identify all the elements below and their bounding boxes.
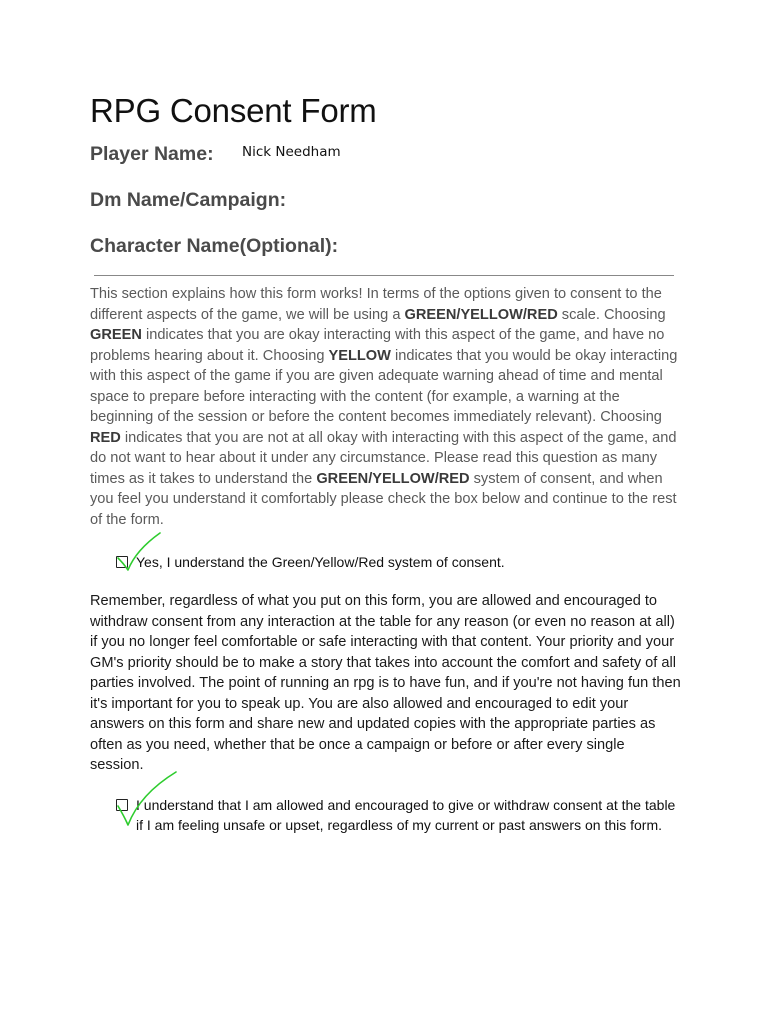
dm-campaign-label: Dm Name/Campaign:: [90, 189, 287, 211]
understand-system-label: Yes, I understand the Green/Yellow/Red system of consent.: [136, 554, 505, 570]
section-divider: [94, 275, 674, 276]
player-name-value[interactable]: Nick Needham: [242, 144, 341, 160]
withdraw-consent-checkbox[interactable]: [116, 799, 128, 811]
reminder-paragraph: Remember, regardless of what you put on this form, you are allowed and encouraged to withdraw consent from any interaction at the table for any reason (or even no reason at all) if you no longer feel comfortable or safe interacting with that content. Your priority and your GM's priority should be to make a story that takes into account the comfort and safety of all parties involved. The point of running an rpg is to have fun, and if you're not having fun then it's important for you to speak up. You are also allowed and encouraged to edit your answers on this form and share new and updated copies with the appropriate parties as often as you need, whether that be once a campaign or before or after every single session.: [90, 593, 681, 773]
intro-paragraph: This section explains how this form works! In terms of the options given to consent to the different aspects of the game, we will be using a GREEN/YELLOW/RED scale. Choosing GREEN indicates that you are okay interacting with this aspect of the game, and have no problems hearing about it. Choosing YELLOW indicates that you would be okay interacting with this aspect of the game if you are given adequate warning ahead of time and mental space to prepare before interacting with the content (for example, a warning at the beginning of the session or before the content becomes immediately relevant). Choosing RED indicates that you are not at all okay with interacting with this aspect of the game, and do not want to hear about it under any circumstance. Please read this question as many times as it takes to understand the GREEN/YELLOW/RED system of consent, and when you feel you understand it comfortably please check the box below and continue to the rest of the form.: [90, 286, 678, 528]
character-name-label: Character Name(Optional):: [90, 235, 339, 257]
understand-system-checkbox[interactable]: [116, 556, 128, 568]
withdraw-consent-label: I understand that I am allowed and encouraged to give or withdraw consent at the table if I am feeling unsafe or upset, regardless of my current or past answers on this form.: [136, 797, 676, 833]
form-title: RPG Consent Form: [90, 92, 377, 129]
player-name-label: Player Name:: [90, 143, 214, 165]
